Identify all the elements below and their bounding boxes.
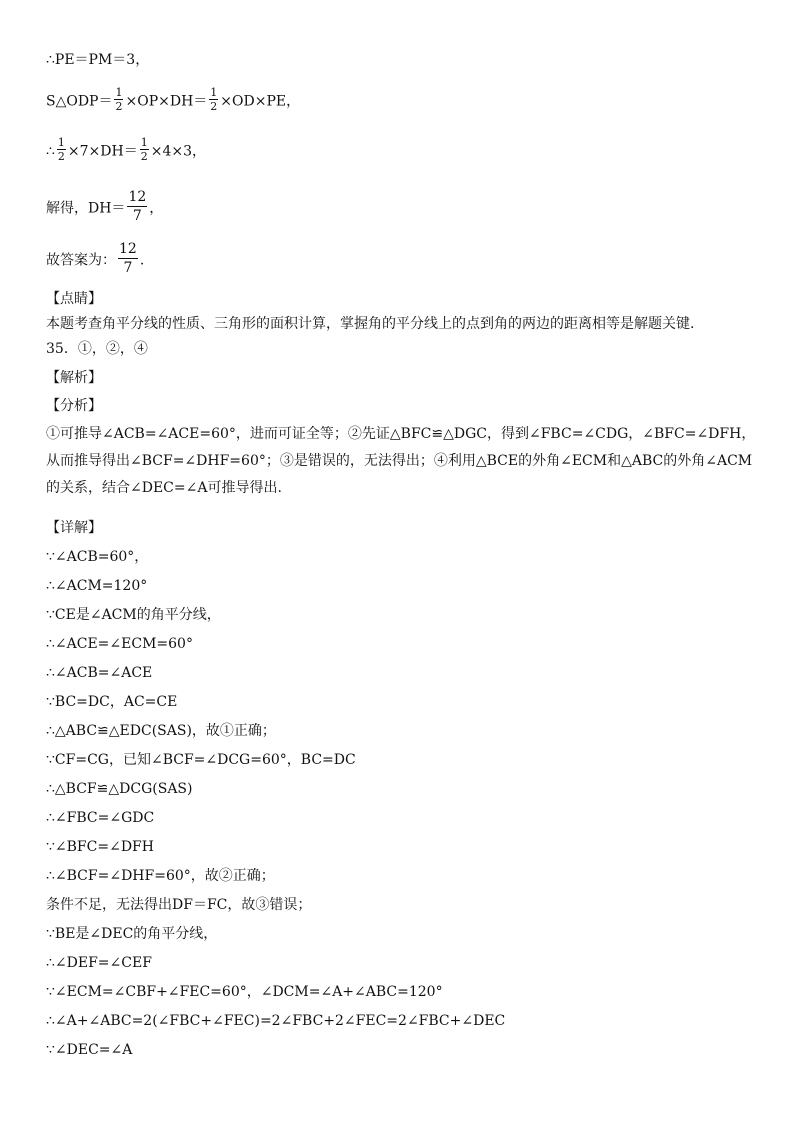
analysis-paragraph: ①可推导∠ACB=∠ACE=60°，进而可证全等；②先证△BFC≌△DGC，得到∠FBC=∠CDG，∠BFC=∠DFH，从而推导得出∠BCF=∠DHF=60°；③是错误的，无法得出；④利用△BCE的外角∠ECM和△ABC的外角∠ACM的关系，结合∠DEC=∠A可推导得出. xyxy=(46,426,756,496)
proof-line: ∴∠ACB=∠ACE xyxy=(46,665,153,681)
fraction-numerator: 1 xyxy=(140,136,148,149)
proof-line: ∴△BCF≌△DCG(SAS) xyxy=(46,781,193,797)
proof-line: ∵BE是∠DEC的角平分线， xyxy=(46,926,218,942)
fraction-denominator: 2 xyxy=(57,150,65,163)
answer-line xyxy=(46,242,144,279)
text-segment: ×OD×PE， xyxy=(220,93,301,110)
fraction-twelve-sevenths xyxy=(127,188,147,225)
section-heading: 【点睛】 xyxy=(46,291,102,307)
proof-line: ∵CF=CG，已知∠BCF=∠DCG=60°，BC=DC xyxy=(46,752,356,768)
fraction-numerator: 1 xyxy=(115,86,123,99)
fraction-one-half xyxy=(140,136,149,163)
proof-line: ∵∠DEC=∠A xyxy=(46,1042,133,1058)
text-line: ∴PE＝PM＝3， xyxy=(46,52,150,68)
text-segment: ×4×3， xyxy=(150,143,207,160)
section-heading: 【详解】 xyxy=(46,520,102,536)
fraction-denominator: 2 xyxy=(115,100,123,113)
proof-line: ∵BC=DC，AC=CE xyxy=(46,694,178,710)
text-segment: 解得，DH＝ xyxy=(46,200,126,217)
section-heading: 【分析】 xyxy=(46,398,102,414)
fraction-one-half xyxy=(209,86,218,113)
section-heading: 【解析】 xyxy=(46,370,102,386)
solution-line xyxy=(46,190,163,227)
fraction-denominator: 2 xyxy=(140,150,148,163)
proof-line: ∴∠ACE=∠ECM=60° xyxy=(46,636,193,652)
fraction-denominator: 2 xyxy=(210,100,218,113)
text-segment: S△ODP＝ xyxy=(46,93,113,110)
fraction-numerator: 1 xyxy=(210,86,218,99)
proof-line: ∴∠DEF=∠CEF xyxy=(46,955,152,971)
proof-line: ∵∠ECM=∠CBF+∠FEC=60°，∠DCM=∠A+∠ABC=120° xyxy=(46,984,443,1000)
proof-line: ∴∠ACM=120° xyxy=(46,578,148,594)
proof-line: ∴∠BCF=∠DHF=60°，故②正确； xyxy=(46,868,275,884)
fraction-twelve-sevenths xyxy=(118,240,138,277)
area-formula-line xyxy=(46,88,300,115)
question-answer: 35．①，②，④ xyxy=(46,341,148,357)
proof-line: ∴∠A+∠ABC=2(∠FBC+∠FEC)=2∠FBC+2∠FEC=2∠FBC+∠DEC xyxy=(46,1013,506,1029)
fraction-numerator: 1 xyxy=(57,136,65,149)
text-line: 本题考查角平分线的性质、三角形的面积计算，掌握角的平分线上的点到角的两边的距离相等是解题关键. xyxy=(46,316,695,332)
text-segment: . xyxy=(139,252,145,269)
proof-line: ∴∠FBC=∠GDC xyxy=(46,810,155,826)
fraction-numerator: 12 xyxy=(119,241,137,257)
text-segment: ， xyxy=(149,200,164,217)
fraction-denominator: 7 xyxy=(123,260,133,276)
proof-line: 条件不足，无法得出DF＝FC，故③错误； xyxy=(46,897,312,913)
substitution-line xyxy=(46,138,206,165)
fraction-denominator: 7 xyxy=(132,208,142,224)
text-segment: ×7×DH＝ xyxy=(67,143,138,160)
fraction-one-half xyxy=(114,86,123,113)
text-segment: 故答案为： xyxy=(46,252,116,269)
proof-line: ∵∠ACB=60°， xyxy=(46,549,149,565)
text-segment: ∴ xyxy=(46,143,55,160)
fraction-numerator: 12 xyxy=(128,189,147,205)
fraction-one-half xyxy=(57,136,66,163)
text-segment: ×OP×DH＝ xyxy=(125,93,208,110)
proof-line: ∵CE是∠ACM的角平分线， xyxy=(46,607,221,623)
proof-line: ∴△ABC≌△EDC(SAS)，故①正确； xyxy=(46,723,276,739)
proof-line: ∵∠BFC=∠DFH xyxy=(46,839,154,855)
